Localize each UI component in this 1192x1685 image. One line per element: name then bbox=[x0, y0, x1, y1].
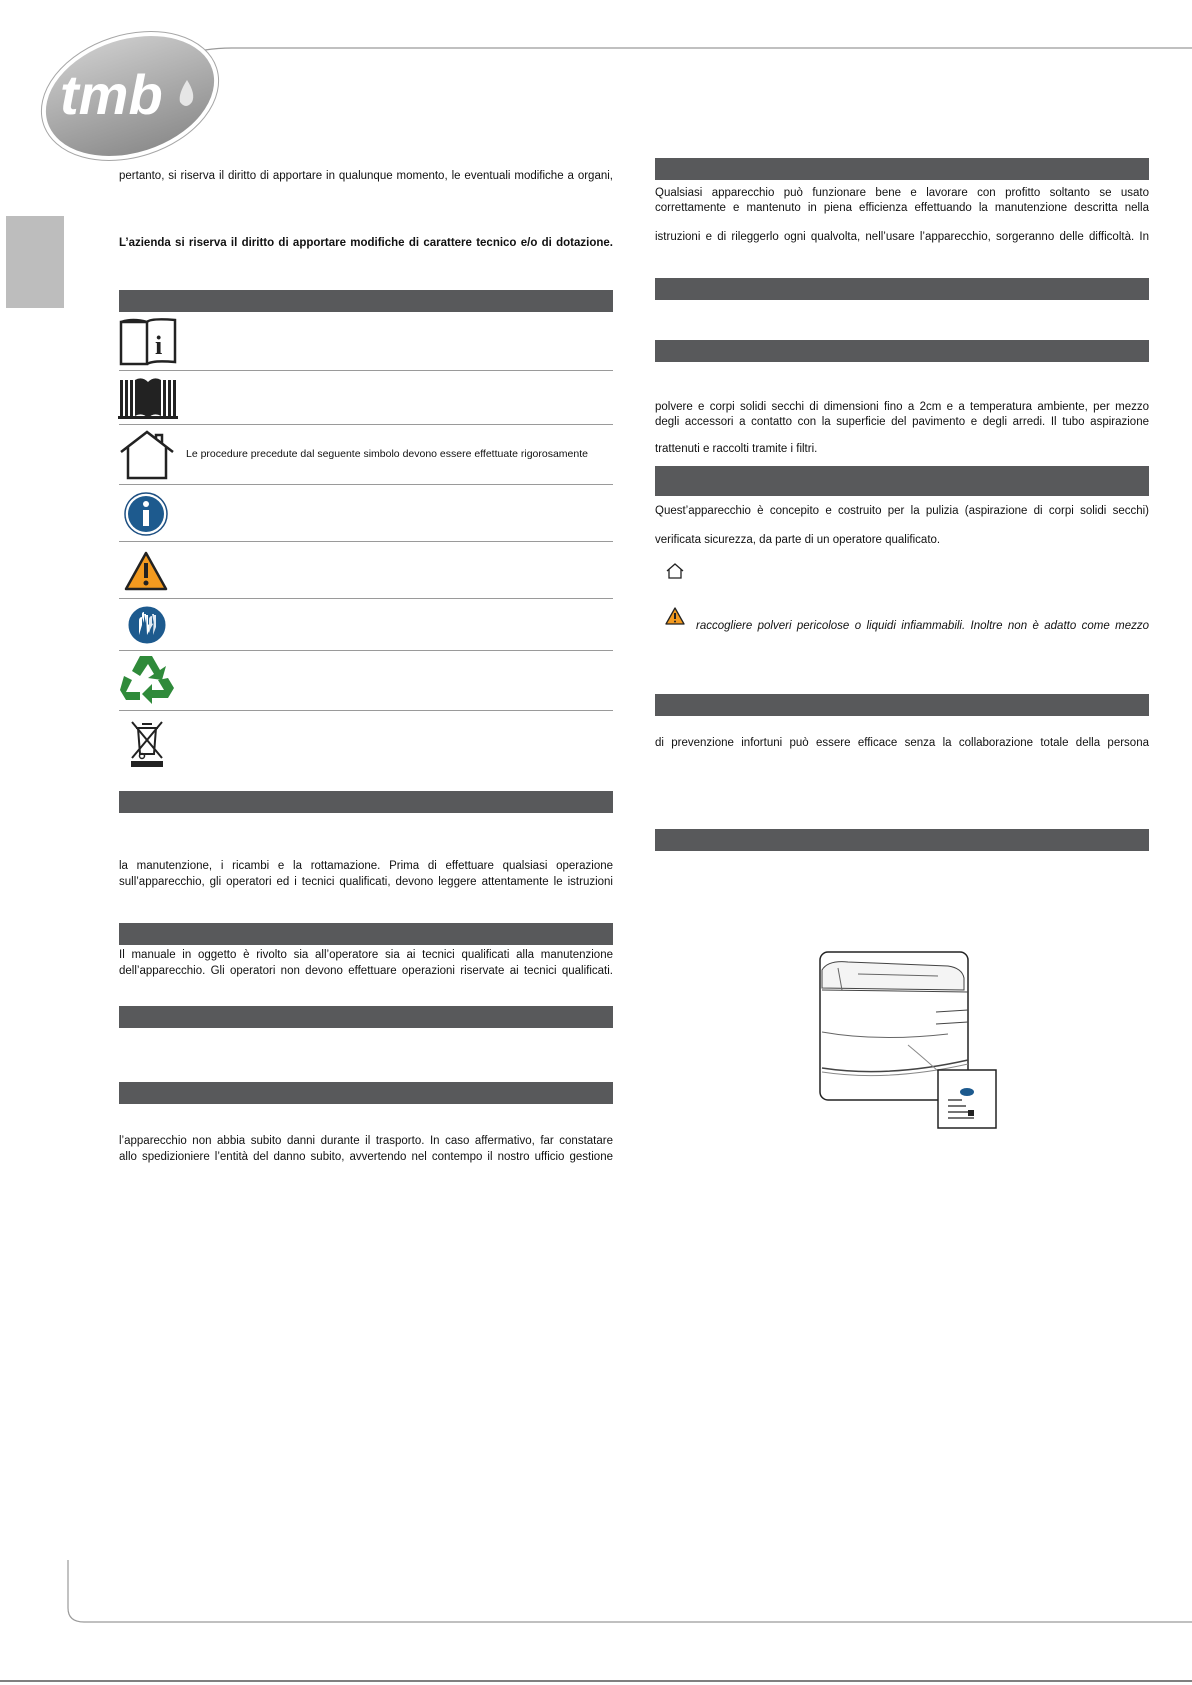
row-divider bbox=[119, 598, 613, 599]
row-divider bbox=[119, 424, 613, 425]
right-section-header-1 bbox=[655, 158, 1149, 180]
house-procedure-text: Le procedure precedute dal seguente simbolo devono essere effettuate rigorosamente bbox=[186, 448, 588, 460]
section-header-2 bbox=[119, 791, 613, 813]
machine-illustration bbox=[818, 950, 1000, 1132]
chapter-tab[interactable] bbox=[6, 216, 64, 308]
section-header-symbols bbox=[119, 290, 613, 312]
section-2-line-2: sull’apparecchio, gli operatori ed i tecnici qualificati, devono leggere attentamente le istruzioni bbox=[119, 876, 613, 888]
section-3-line-1: Il manuale in oggetto è rivolto sia all’operatore sia ai tecnici qualificati alla manutenzione bbox=[119, 949, 613, 961]
right-section-header-4 bbox=[655, 466, 1149, 496]
recycle-icon bbox=[118, 652, 176, 706]
row-divider bbox=[119, 650, 613, 651]
section-header-4 bbox=[119, 1006, 613, 1028]
right-section-1-line-2: correttamente e mantenuto in piena efficienza effettuando la manutenzione descritta nella bbox=[655, 202, 1149, 214]
right-section-header-3 bbox=[655, 340, 1149, 362]
svg-text:i: i bbox=[155, 331, 163, 360]
brand-logo bbox=[40, 22, 220, 162]
section-header-5 bbox=[119, 1082, 613, 1104]
right-section-1-line-1: Qualsiasi apparecchio può funzionare bene e lavorare con profitto soltanto se usato bbox=[655, 187, 1149, 199]
right-section-header-6 bbox=[655, 829, 1149, 851]
footer-frame bbox=[0, 1560, 1192, 1685]
right-section-3-line-2: degli accessori a contatto con la superficie del pavimento e degli arredi. Il tubo aspirazione bbox=[655, 416, 1149, 428]
row-divider bbox=[119, 710, 613, 711]
right-section-4-line-2: verificata sicurezza, da parte di un operatore qualificato. bbox=[655, 534, 941, 546]
right-section-4-line-1: Quest’apparecchio è concepito e costruito per la pulizia (aspirazione di corpi solidi secchi) bbox=[655, 505, 1149, 517]
warning-text: raccogliere polveri pericolose o liquidi infiammabili. Inoltre non è adatto come mezzo bbox=[696, 620, 1149, 632]
row-divider bbox=[119, 370, 613, 371]
section-2-line-1: la manutenzione, i ricambi e la rottamazione. Prima di effettuare qualsiasi operazione bbox=[119, 860, 613, 872]
small-house-icon bbox=[666, 563, 684, 579]
row-divider bbox=[119, 541, 613, 542]
right-section-1-line-3: istruzioni e di rileggerlo ogni qualvolta, nell’usare l’apparecchio, sorgeranno delle difficoltà. In bbox=[655, 231, 1149, 243]
section-5-line-2: allo spedizioniere l’entità del danno subito, avvertendo nel contempo il nostro ufficio gestione bbox=[119, 1151, 613, 1163]
open-book-icon bbox=[118, 376, 178, 420]
rights-notice: L’azienda si riserva il diritto di apportare modifiche di carattere tecnico e/o di dotazione. bbox=[119, 237, 613, 249]
right-section-header-5 bbox=[655, 694, 1149, 716]
right-section-5-line-1: di prevenzione infortuni può essere efficace senza la collaborazione totale della persona bbox=[655, 737, 1149, 749]
section-5-line-1: l’apparecchio non abbia subito danni durante il trasporto. In caso affermativo, far constatare bbox=[119, 1135, 613, 1147]
house-icon bbox=[118, 430, 176, 480]
gloves-icon bbox=[127, 605, 167, 645]
right-section-header-2 bbox=[655, 278, 1149, 300]
small-warning-icon bbox=[665, 607, 685, 625]
svg-text:tmb: tmb bbox=[60, 63, 163, 126]
right-section-3-line-1: polvere e corpi solidi secchi di dimensioni fino a 2cm e a temperatura ambiente, per mezzo bbox=[655, 401, 1149, 413]
row-divider bbox=[119, 484, 613, 485]
crossed-bin-icon bbox=[128, 718, 166, 768]
manual-info-icon bbox=[119, 316, 177, 368]
info-circle-icon bbox=[124, 492, 168, 536]
right-section-3-line-3: trattenuti e raccolti tramite i filtri. bbox=[655, 443, 818, 455]
intro-paragraph: pertanto, si riserva il diritto di apportare in qualunque momento, le eventuali modifiche a organi, bbox=[119, 170, 613, 182]
section-3-line-2: dell’apparecchio. Gli operatori non devono effettuare operazioni riservate ai tecnici qualificati. bbox=[119, 965, 613, 977]
section-header-3 bbox=[119, 923, 613, 945]
warning-triangle-icon bbox=[124, 551, 168, 591]
